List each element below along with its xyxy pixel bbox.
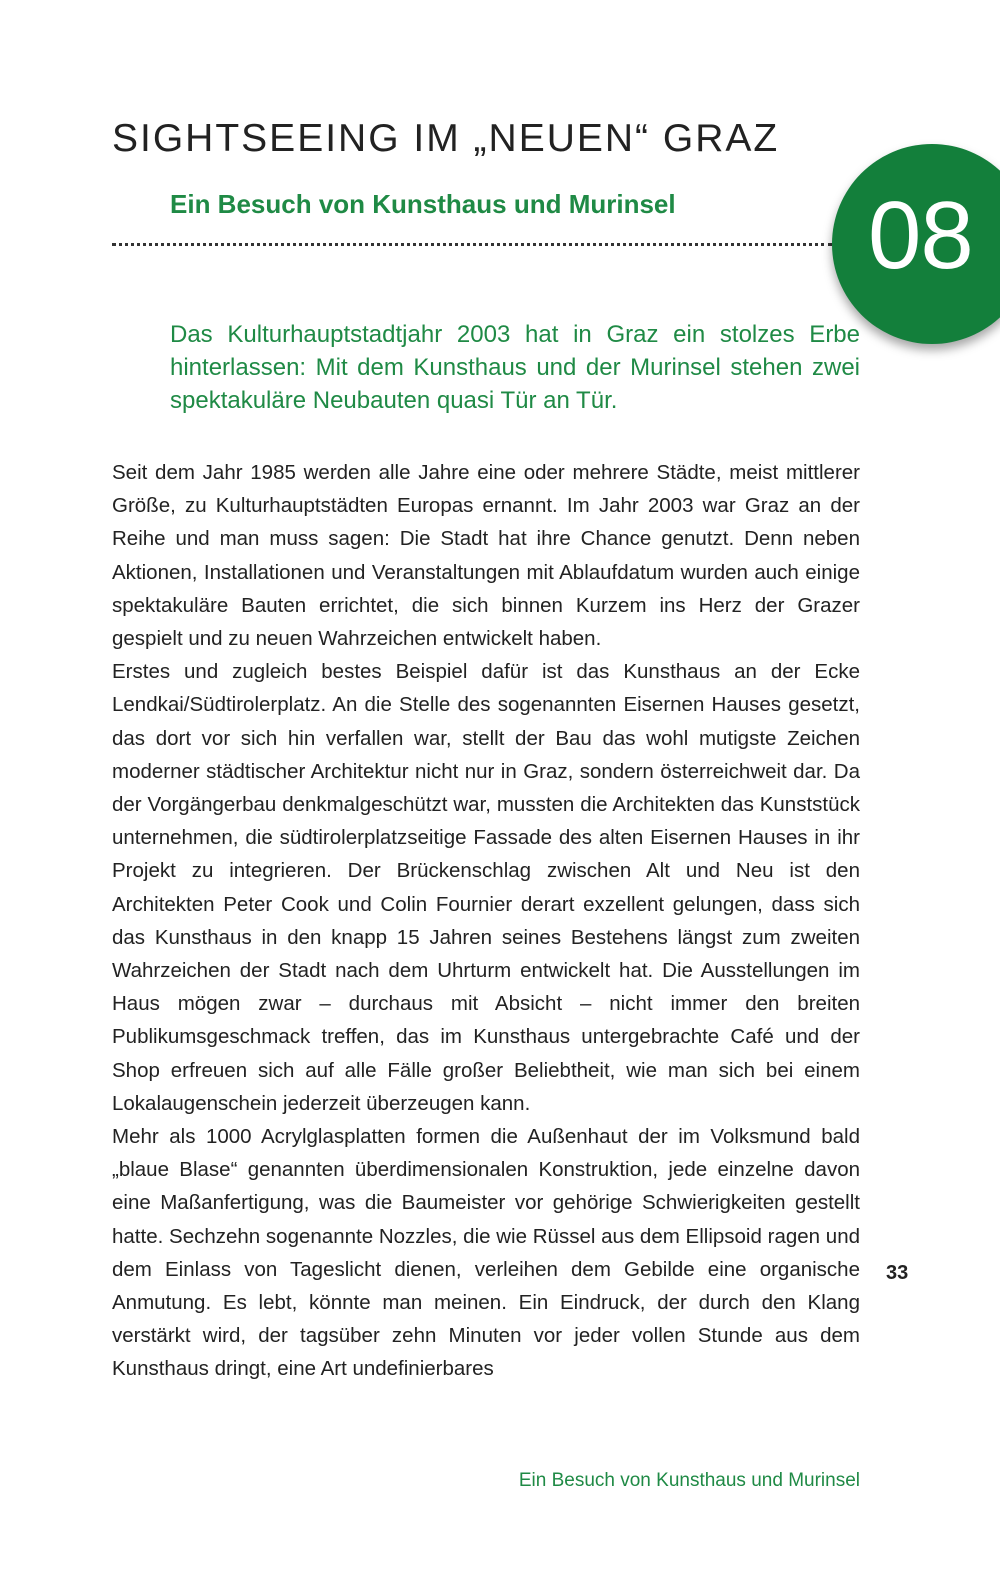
- body-text: [112, 456, 860, 1386]
- chapter-title: SIGHTSEEING IM „NEUEN“ GRAZ: [112, 117, 780, 160]
- body-paragraph: Erstes und zugleich bestes Beispiel dafür ist das Kunsthaus an der Ecke Lendkai/Südtirolerplatz. An die Stelle des sogenannten Eisernen Hauses gesetzt, das dort vor sich hin verfallen war, stellt der Bau das wohl mutigste Zeichen moderner städtischer Architektur nicht nur in Graz, sondern österreichweit dar. Da der Vorgängerbau denkmalgeschützt war, mussten die Architekten das Kunststück unternehmen, die südtirolerplatzseitige Fassade des alten Eisernen Hauses in ihr Projekt zu integrieren. Der Brückenschlag zwischen Alt und Neu ist den Architekten Peter Cook und Colin Fournier derart exzellent gelungen, dass sich das Kunsthaus in den knapp 15 Jahren seines Bestehens längst zum zweiten Wahrzeichen der Stadt nach dem Uhrturm entwickelt hat. Die Ausstellungen im Haus mögen zwar – durchaus mit Absicht – nicht immer den breiten Publikumsgeschmack treffen, das im Kunsthaus untergebrachte Café und der Shop erfreuen sich auf alle Fälle großer Beliebtheit, wie man sich bei einem Lokalaugenschein jederzeit überzeugen kann.: [112, 660, 860, 1115]
- page-number: 33: [886, 1262, 909, 1284]
- lead-paragraph: Das Kulturhauptstadtjahr 2003 hat in Graz ein stolzes Erbe hinterlassen: Mit dem Kunsthaus und der Murinsel stehen zwei spektakuläre Neubauten quasi Tür an Tür.: [170, 321, 860, 414]
- body-paragraph: Seit dem Jahr 1985 werden alle Jahre eine oder mehrere Städte, meist mittlerer Größe, zu Kulturhauptstädten Europas ernannt. Im Jahr 2003 war Graz an der Reihe und man muss sagen: Die Stadt hat ihre Chance genutzt. Denn neben Aktionen, Installationen und Veranstaltungen mit Ablaufdatum wurden auch einige spektakuläre Bauten errichtet, die sich binnen Kurzem ins Herz der Grazer gespielt und zu neuen Wahrzeichen entwickelt haben.: [112, 461, 860, 651]
- chapter-number: 08: [868, 182, 973, 289]
- chapter-subtitle: Ein Besuch von Kunsthaus und Murinsel: [170, 189, 676, 219]
- body-paragraph: Mehr als 1000 Acrylglasplatten formen die Außenhaut der im Volksmund bald „blaue Blase“ genannten überdimensionalen Konstruktion, jede einzelne davon eine Maßanfertigung, was die Baumeister vor gehörige Schwierigkeiten gestellt hatte. Sechzehn sogenannte Nozzles, die wie Rüssel aus dem Ellipsoid ragen und dem Einlass von Tageslicht dienen, verleihen dem Gebilde eine organische Anmutung. Es lebt, könnte man meinen. Ein Eindruck, der durch den Klang verstärkt wird, der tagsüber zehn Minuten vor jeder vollen Stunde aus dem Kunsthaus dringt, eine Art undefinierbares: [112, 1125, 860, 1381]
- running-footer: Ein Besuch von Kunsthaus und Murinsel: [518, 1470, 860, 1491]
- dotted-divider: [112, 243, 832, 246]
